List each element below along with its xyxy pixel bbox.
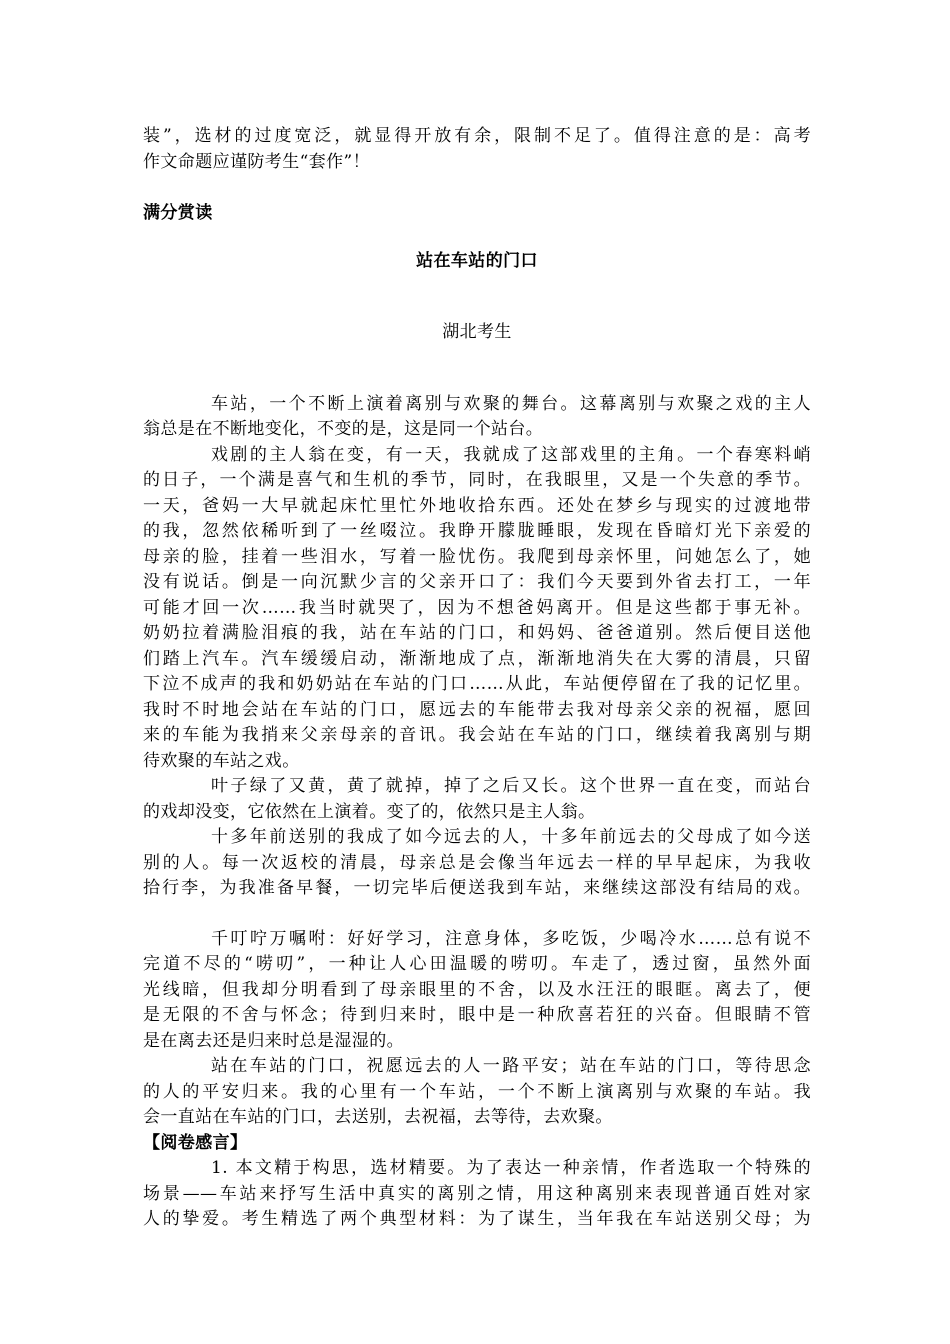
essay-paragraph (143, 825, 811, 902)
paragraph-line: 戏剧的主人翁在变，有一天，我就成了这部戏里的主角。一个春寒料峭 (211, 444, 811, 465)
review-line: 人的挚爱。考生精选了两个典型材料：为了谋生，当年我在车站送别父母；为 (143, 1209, 811, 1229)
paragraph-line: 待欢聚的车站之戏。 (143, 750, 300, 771)
intro-line: 装”，选材的过度宽泛，就显得开放有余，限制不足了。值得注意的是：高考 (143, 126, 811, 146)
paragraph-line: 别的人。每一次返校的清晨，母亲总是会像当年远去一样的早早起床，为我收 (143, 852, 811, 873)
paragraph-line: 下泣不成声的我和奶奶站在车站的门口……从此，车站便停留在了我的记忆里。 (143, 674, 811, 694)
intro-line: 作文命题应谨防考生“套作”！ (143, 151, 370, 172)
section-heading: 满分赏读 (143, 203, 213, 223)
paragraph-line: 奶奶拉着满脸泪痕的我，站在车站的门口，和妈妈、爸爸道别。然后便目送他 (143, 623, 811, 643)
essay-paragraph (143, 1054, 811, 1131)
essay-paragraph (143, 774, 811, 825)
essay-paragraph (143, 392, 811, 443)
paragraph-line: 会一直站在车站的门口，去送别，去祝福，去等待，去欢聚。 (143, 1107, 613, 1127)
paragraph-line: 叶子绿了又黄，黄了就掉，掉了之后又长。这个世界一直在变，而站台 (211, 776, 811, 796)
essay-paragraph (143, 927, 811, 1055)
paragraph-line: 的我，忽然依稀听到了一丝啜泣。我睁开朦胧睡眼，发现在昏暗灯光下亲爱的 (143, 521, 811, 541)
paragraph-line: 没有说话。倒是一向沉默少言的父亲开口了：我们今天要到外省去打工，一年 (143, 572, 811, 592)
paragraph-line: 车站，一个不断上演着离别与欢聚的舞台。这幕离别与欢聚之戏的主人 (211, 393, 811, 414)
review-paragraph (143, 1156, 811, 1233)
paragraph-line: 的日子，一个满是喜气和生机的季节，同时，在我眼里，又是一个失意的季节。 (143, 470, 811, 490)
paragraph-line: 的人的平安归来。我的心里有一个车站，一个不断上演离别与欢聚的车站。我 (143, 1081, 811, 1102)
essay-paragraph (143, 443, 811, 775)
review-line: 1. 本文精于构思，选材精要。为了表达一种亲情，作者选取一个特殊的 (211, 1158, 811, 1178)
paragraph-line: 的戏却没变，它依然在上演着。变了的，依然只是主人翁。 (143, 801, 596, 822)
essay-title: 站在车站的门口 (416, 250, 538, 271)
paragraph-line: 翁总是在不断地变化，不变的是，这是同一个站台。 (143, 419, 544, 439)
review-line: 场景——车站来抒写生活中真实的离别之情，用这种离别来表现普通百姓对家 (143, 1183, 811, 1204)
paragraph-line: 千叮咛万嘱咐：好好学习，注意身体，多吃饭，少喝冷水……总有说不 (211, 928, 811, 949)
paragraph-line: 母亲的脸，挂着一些泪水，写着一脸忧伤。我爬到母亲怀里，问她怎么了，她 (143, 546, 811, 567)
paragraph-line: 光线暗，但我却分明看到了母亲眼里的不舍，以及水汪汪的眼眶。离去了，便 (143, 979, 811, 1000)
review-heading: 【阅卷感言】 (143, 1132, 248, 1153)
paragraph-line: 十多年前送别的我成了如今远去的人，十多年前远去的父母成了如今送 (211, 827, 811, 847)
paragraph-line: 来的车能为我捎来父亲母亲的音讯。我会站在车站的门口，继续着我离别与期 (143, 725, 811, 745)
paragraph-line: 可能才回一次……我当时就哭了，因为不想爸妈离开。但是这些都于事无补。 (143, 597, 811, 618)
paragraph-line: 我时不时地会站在车站的门口，愿远去的车能带去我对母亲父亲的祝福，愿回 (143, 699, 811, 720)
paragraph-line: 完道不尽的“唠叨”，一种让人心田温暖的唠叨。车走了，透过窗，虽然外面 (143, 954, 811, 974)
essay-author: 湖北考生 (442, 322, 512, 342)
paragraph-line: 们踏上汽车。汽车缓缓启动，渐渐地成了点，渐渐地消失在大雾的清晨，只留 (143, 648, 811, 669)
document-page (143, 124, 811, 1233)
paragraph-line: 站在车站的门口，祝愿远去的人一路平安；站在车站的门口，等待思念 (211, 1056, 811, 1076)
paragraph-line: 拾行李，为我准备早餐，一切完毕后便送我到车站，来继续这部没有结局的戏。 (143, 878, 811, 898)
paragraph-line: 一天，爸妈一大早就起床忙里忙外地收拾东西。还处在梦乡与现实的过渡地带 (143, 495, 811, 516)
paragraph-line: 是无限的不舍与怀念；待到归来时，眼中是一种欣喜若狂的兴奋。但眼睛不管 (143, 1005, 811, 1025)
paragraph-line: 是在离去还是归来时总是湿湿的。 (143, 1030, 404, 1051)
